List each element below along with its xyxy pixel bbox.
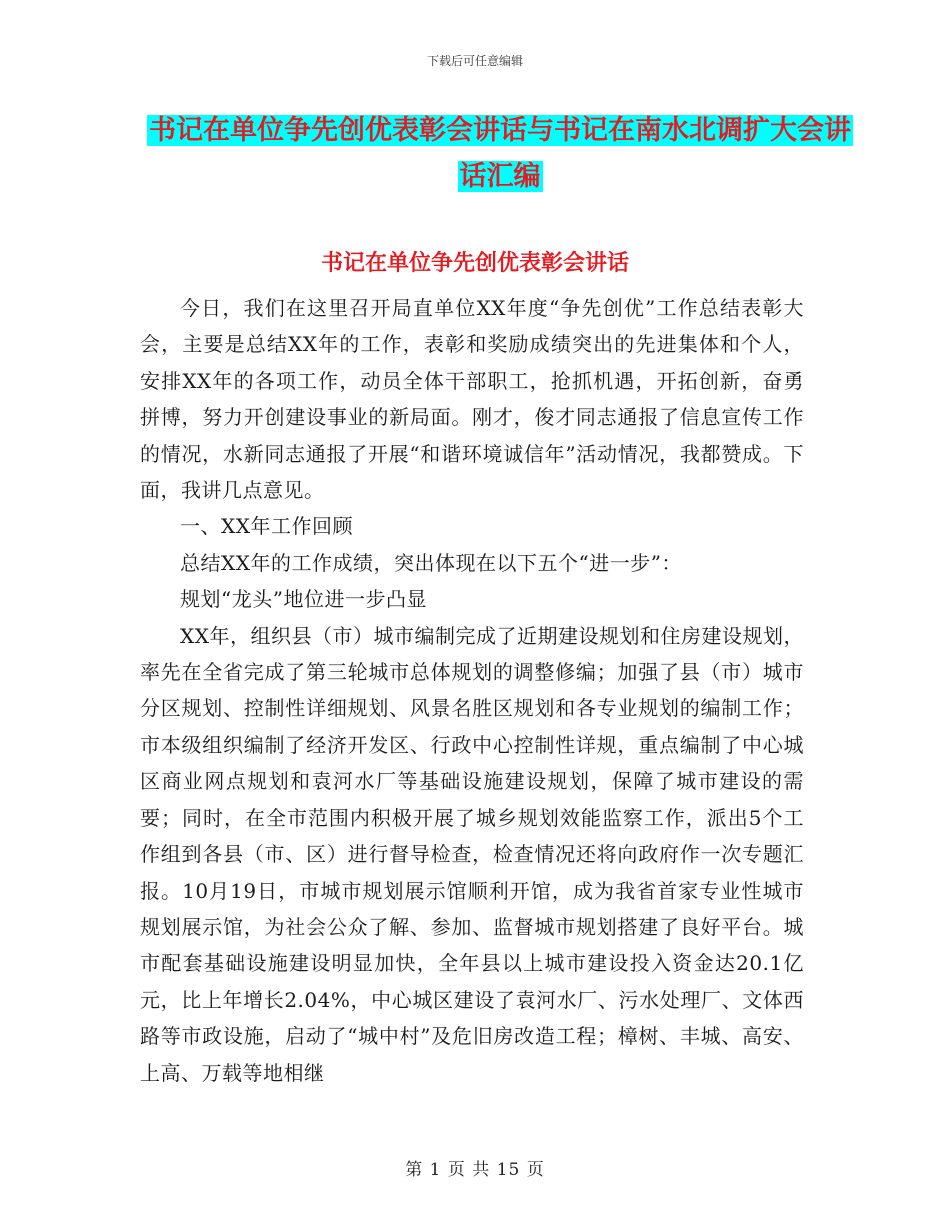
- paragraph-subheading-planning: 规划“龙头”地位进一步凸显: [180, 587, 427, 612]
- paragraph-heading-review: 一、XX年工作回顾: [180, 514, 353, 539]
- page-footer-number: 第 1 页 共 15 页: [405, 1160, 545, 1180]
- document-main-title: [140, 108, 860, 200]
- page-header-note: 下载后可任意编辑: [426, 54, 523, 68]
- section-title: 书记在单位争先创优表彰会讲话: [320, 250, 629, 276]
- document-body: [140, 290, 804, 1091]
- paragraph-summary: 总结XX年的工作成绩，突出体现在以下五个“进一步”：: [180, 550, 682, 575]
- paragraph-intro: 今日，我们在这里召开局直单位XX年度“争先创优”工作总结表彰大会，主要是总结XX年的工作，表彰和奖励成绩突出的先进集体和个人，安排XX年的各项工作，动员全体干部职工，抢抓机遇，开拓创新，奋勇拼博，努力开创建设事业的新局面。刚才，俊才同志通报了信息宣传工作的情况，水新同志通报了开展“和谐环境诚信年”活动情况，我都赞成。下面，我讲几点意见。: [140, 296, 804, 503]
- main-title-highlight: 书记在单位争先创优表彰会讲话与书记在南水北调扩大会讲话汇编: [149, 115, 851, 192]
- paragraph-planning-details: XX年，组织县（市）城市编制完成了近期建设规划和住房建设规划，率先在全省完成了第三轮城市总体规划的调整修编；加强了县（市）城市分区规划、控制性详细规划、风景名胜区规划和各专业规划的编制工作；市本级组织编制了经济开发区、行政中心控制性详规，重点编制了中心城区商业网点规划和袁河水厂等基础设施建设规划，保障了城市建设的需要；同时，在全市范围内积极开展了城乡规划效能监察工作，派出5个工作组到各县（市、区）进行督导检查，检查情况还将向政府作一次专题汇报。10月19日，市城市规划展示馆顺利开馆，成为我省首家专业性城市规划展示馆，为社会公众了解、参加、监督城市规划搭建了良好平台。城市配套基础设施建设明显加快，全年县以上城市建设投入资金达20.1亿元，比上年增长2.04%，中心城区建设了袁河水厂、污水处理厂、文体西路等市政设施，启动了“城中村”及危旧房改造工程；樟树、丰城、高安、上高、万载等地相继: [140, 623, 804, 1085]
